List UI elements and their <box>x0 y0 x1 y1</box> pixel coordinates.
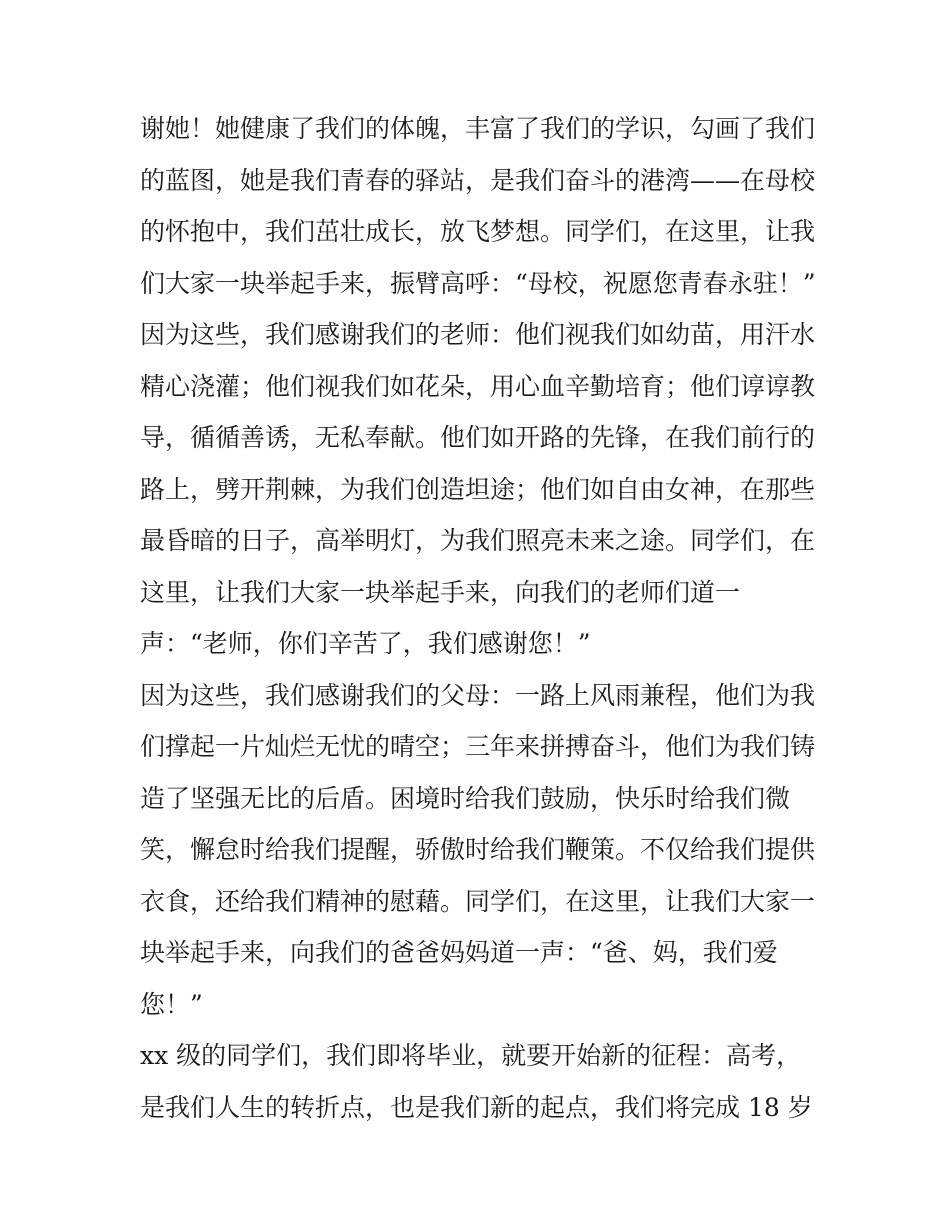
document-body <box>140 103 820 1133</box>
text-line: 您！” <box>140 989 203 1019</box>
text-line: 谢她！她健康了我们的体魄，丰富了我们的学识，勾画了我们 <box>140 114 816 143</box>
text-line: 块举起手来，向我们的爸爸妈妈道一声：“爸、妈，我们爱 <box>140 938 778 967</box>
text-line: 因为这些，我们感谢我们的老师：他们视我们如幼苗，用汗水 <box>140 320 816 349</box>
text-line: 路上，劈开荆棘，为我们创造坦途；他们如自由女神，在那些 <box>140 474 816 504</box>
text-line: xx 级的同学们，我们即将毕业，就要开始新的征程：高考， <box>140 1041 802 1070</box>
text-line: 造了坚强无比的后盾。困境时给我们鼓励，快乐时给我们微 <box>140 783 791 813</box>
text-line: 是我们人生的转折点，也是我们新的起点，我们将完成 18 岁 <box>140 1092 813 1122</box>
text-line: 因为这些，我们感谢我们的父母：一路上风雨兼程，他们为我 <box>140 680 816 710</box>
text-line: 们撑起一片灿烂无忧的晴空；三年来拼搏奋斗，他们为我们铸 <box>140 732 816 761</box>
text-line: 精心浇灌；他们视我们如花朵，用心血辛勤培育；他们谆谆教 <box>140 371 816 401</box>
text-line: 导，循循善诱，无私奉献。他们如开路的先锋，在我们前行的 <box>140 423 816 452</box>
text-line: 衣食，还给我们精神的慰藉。同学们，在这里，让我们大家一 <box>140 886 816 916</box>
text-line: 最昏暗的日子，高举明灯，为我们照亮未来之途。同学们，在 <box>140 526 816 555</box>
text-line: 这里，让我们大家一块举起手来，向我们的老师们道一 <box>140 577 741 607</box>
text-line: 声：“老师，你们辛苦了，我们感谢您！” <box>140 629 591 658</box>
text-line: 笑，懈怠时给我们提醒，骄傲时给我们鞭策。不仅给我们提供 <box>140 835 816 864</box>
text-line: 的怀抱中，我们茁壮成长，放飞梦想。同学们，在这里，让我 <box>140 217 816 246</box>
text-line: 们大家一块举起手来，振臂高呼：“母校，祝愿您青春永驻！” <box>140 268 816 298</box>
text-line: 的蓝图，她是我们青春的驿站，是我们奋斗的港湾——在母校 <box>140 165 816 195</box>
